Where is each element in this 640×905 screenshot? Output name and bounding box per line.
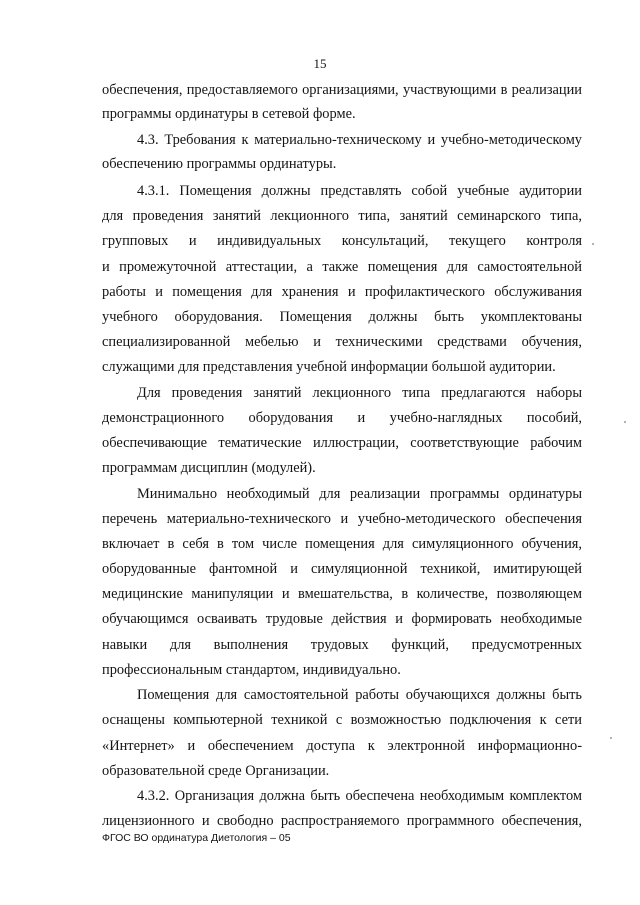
document-footer: ФГОС ВО ординатура Диетология – 05	[102, 832, 291, 844]
text-line: обучающимся осваивать трудовые действия и формировать необходимые	[102, 611, 582, 627]
text-line: навыки для выполнения трудовых функций, предусмотренных	[102, 637, 582, 653]
text-line: образовательной среде Организации.	[102, 763, 330, 779]
text-line: перечень материально-технического и учебно-методического обеспечения	[102, 511, 582, 527]
text-line: медицинские манипуляции и вмешательства, в количестве, позволяющем	[102, 586, 582, 602]
scan-speck	[592, 243, 594, 245]
text-line: Помещения для самостоятельной работы обучающихся должны быть	[137, 687, 582, 703]
scan-speck	[610, 737, 612, 739]
text-line: учебного оборудования. Помещения должны быть укомплектованы	[102, 309, 582, 325]
section-heading-continued: обеспечению программы ординатуры.	[102, 156, 337, 172]
text-line: демонстрационного оборудования и учебно-наглядных пособий,	[102, 410, 582, 426]
text-line: обеспечивающие тематические иллюстрации, соответствующие рабочим	[102, 435, 582, 451]
text-line: групповых и индивидуальных консультаций, текущего контроля	[102, 233, 582, 249]
text-line: для проведения занятий лекционного типа, занятий семинарского типа,	[102, 208, 582, 224]
text-line: «Интернет» и обеспечением доступа к электронной информационно-	[102, 738, 582, 754]
text-line: оснащены компьютерной техникой с возможностью подключения к сети	[102, 712, 582, 728]
text-line: программы ординатуры в сетевой форме.	[102, 106, 356, 122]
text-line: программам дисциплин (модулей).	[102, 460, 316, 476]
text-line: включает в себя в том числе помещения для симуляционного обучения,	[102, 536, 582, 552]
text-line: и промежуточной аттестации, а также помещения для самостоятельной	[102, 259, 582, 275]
text-line: лицензионного и свободно распространяемого программного обеспечения,	[102, 813, 582, 829]
section-heading: 4.3. Требования к материально-техническому и учебно-методическому	[137, 132, 582, 148]
text-line: специализированной мебелью и техническими средствами обучения,	[102, 334, 582, 350]
text-line: работы и помещения для хранения и профилактического обслуживания	[102, 284, 582, 300]
text-line: профессиональным стандартом, индивидуально.	[102, 662, 401, 678]
text-line: оборудованные фантомной и симуляционной техникой, имитирующей	[102, 561, 582, 577]
text-line: обеспечения, предоставляемого организациями, участвующими в реализации	[102, 82, 582, 98]
text-line: 4.3.1. Помещения должны представлять собой учебные аудитории	[137, 183, 582, 199]
text-line: служащими для представления учебной информации большой аудитории.	[102, 359, 556, 375]
text-line: Для проведения занятий лекционного типа предлагаются наборы	[137, 385, 582, 401]
page-number: 15	[313, 56, 327, 71]
text-line: Минимально необходимый для реализации программы ординатуры	[137, 486, 582, 502]
text-line: 4.3.2. Организация должна быть обеспечена необходимым комплектом	[137, 788, 582, 804]
scan-speck	[624, 421, 626, 423]
